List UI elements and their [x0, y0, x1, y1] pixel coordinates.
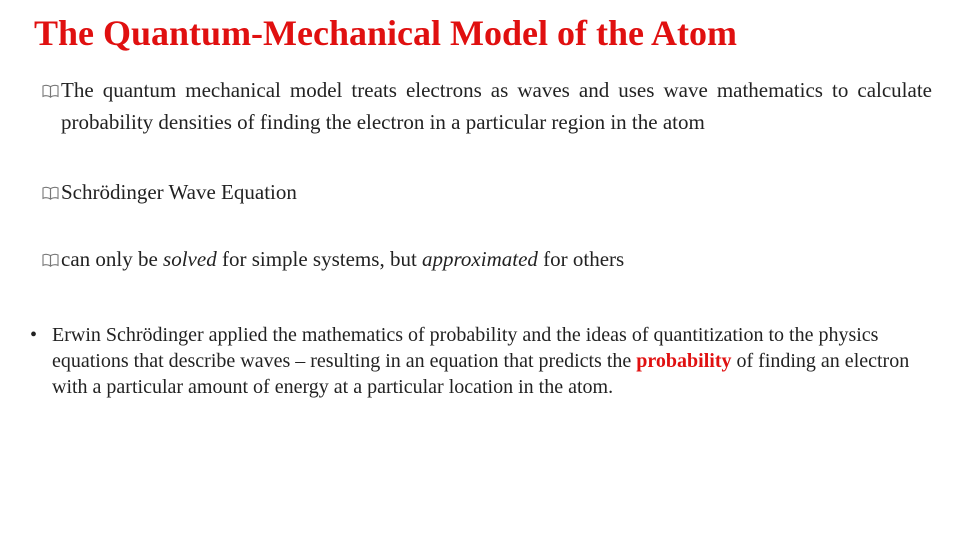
bullet-text — [42, 243, 932, 275]
highlight-probability: probability — [636, 350, 732, 372]
dot-bullet: • — [30, 324, 38, 346]
book-bullet-icon — [42, 253, 59, 267]
paragraph-text-part: of finding an electron with a particular amount of energy at a particular location in the atom. — [52, 350, 910, 398]
emphasis-approximated: approximated — [422, 247, 538, 271]
bullet-item — [42, 243, 932, 275]
slide-title: The Quantum-Mechanical Model of the Atom — [34, 13, 737, 53]
bullet-item — [42, 74, 932, 138]
bullet-text-part: for others — [537, 247, 625, 271]
book-bullet-icon — [42, 186, 59, 200]
paragraph-text-part: Erwin Schrödinger applied the mathematics of probability and the ideas of quantitization to the physics equations that describe waves – resulting in an equation that predicts the — [52, 324, 879, 372]
schrodinger-paragraph — [30, 322, 940, 400]
emphasis-solved: solved — [163, 247, 217, 271]
bullet-item — [42, 176, 932, 208]
paragraph-text — [30, 322, 940, 400]
bullet-text-part: can only be — [61, 247, 164, 271]
bullet-text-part: for simple systems, but — [216, 247, 423, 271]
bullet-text: The quantum mechanical model treats electrons as waves and uses wave mathematics to calculate probability densities of finding the electron in a particular region in the atom — [61, 78, 932, 134]
book-bullet-icon — [42, 84, 59, 98]
bullet-text: Schrödinger Wave Equation — [61, 180, 297, 204]
